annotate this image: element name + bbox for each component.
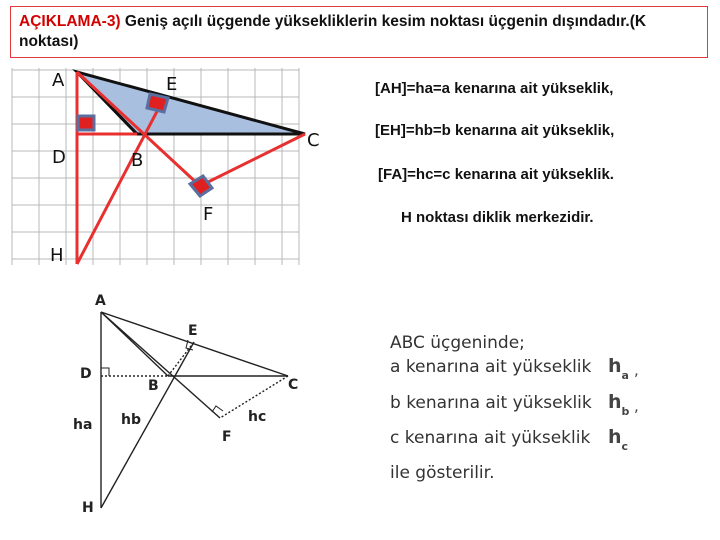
statement-orthocenter: H noktası diklik merkezidir.	[401, 209, 594, 226]
extension-be	[168, 342, 194, 376]
abc-line-a: a kenarına ait yükseklik	[390, 357, 592, 377]
side-ac	[101, 312, 288, 376]
symbol-hb-h: h	[608, 391, 622, 413]
abc-heading: ABC üçgeninde;	[390, 333, 525, 353]
right-angle-f	[212, 406, 223, 412]
label-c: C	[288, 377, 299, 393]
symbol-hb-sub: b	[621, 405, 630, 418]
symbol-hb	[608, 391, 630, 418]
title-lead: AÇIKLAMA-3)	[19, 13, 121, 30]
title-box	[10, 6, 708, 58]
label-e: E	[188, 323, 198, 339]
right-angle-marker-d	[78, 116, 94, 130]
abc-line-c: c kenarına ait yükseklik	[390, 428, 591, 448]
symbol-hc	[608, 426, 629, 453]
label-a: A	[95, 293, 106, 309]
label-a: A	[52, 70, 65, 91]
symbol-hc-sub: c	[621, 440, 629, 453]
label-h: H	[82, 500, 94, 516]
title-text: Geniş açılı üçgende yüksekliklerin kesim noktası üçgenin dışındadır.(K noktası)	[19, 13, 647, 50]
label-hc: hc	[248, 409, 267, 425]
altitude-hb	[101, 342, 194, 508]
symbol-hc-h: h	[608, 426, 622, 448]
statement-fa: [FA]=hc=c kenarına ait yükseklik.	[378, 166, 614, 183]
label-b: B	[148, 378, 159, 394]
symbol-ha	[608, 355, 629, 382]
abc-line-b: b kenarına ait yükseklik	[390, 393, 592, 413]
label-b: B	[131, 150, 144, 171]
bottom-figure	[68, 290, 328, 530]
label-f: F	[203, 204, 214, 225]
label-h: H	[50, 245, 64, 266]
abc-footer: ile gösterilir.	[390, 463, 495, 483]
abc-line-b-comma: ,	[634, 397, 639, 415]
label-d: D	[52, 147, 66, 168]
statement-eh: [EH]=hb=b kenarına ait yükseklik,	[375, 122, 615, 139]
right-angle-d	[101, 368, 109, 376]
label-ha: ha	[73, 417, 93, 433]
label-c: C	[307, 130, 320, 151]
label-f: F	[222, 429, 232, 445]
label-d: D	[80, 366, 92, 382]
label-hb: hb	[121, 412, 141, 428]
right-angle-marker-e	[147, 94, 168, 112]
grid-figure	[10, 68, 320, 268]
abc-line-a-comma: ,	[634, 361, 639, 379]
symbol-ha-h: h	[608, 355, 622, 377]
label-e: E	[166, 74, 178, 95]
symbol-ha-sub: a	[621, 369, 629, 382]
statement-ah: [AH]=ha=a kenarına ait yükseklik,	[375, 80, 614, 97]
